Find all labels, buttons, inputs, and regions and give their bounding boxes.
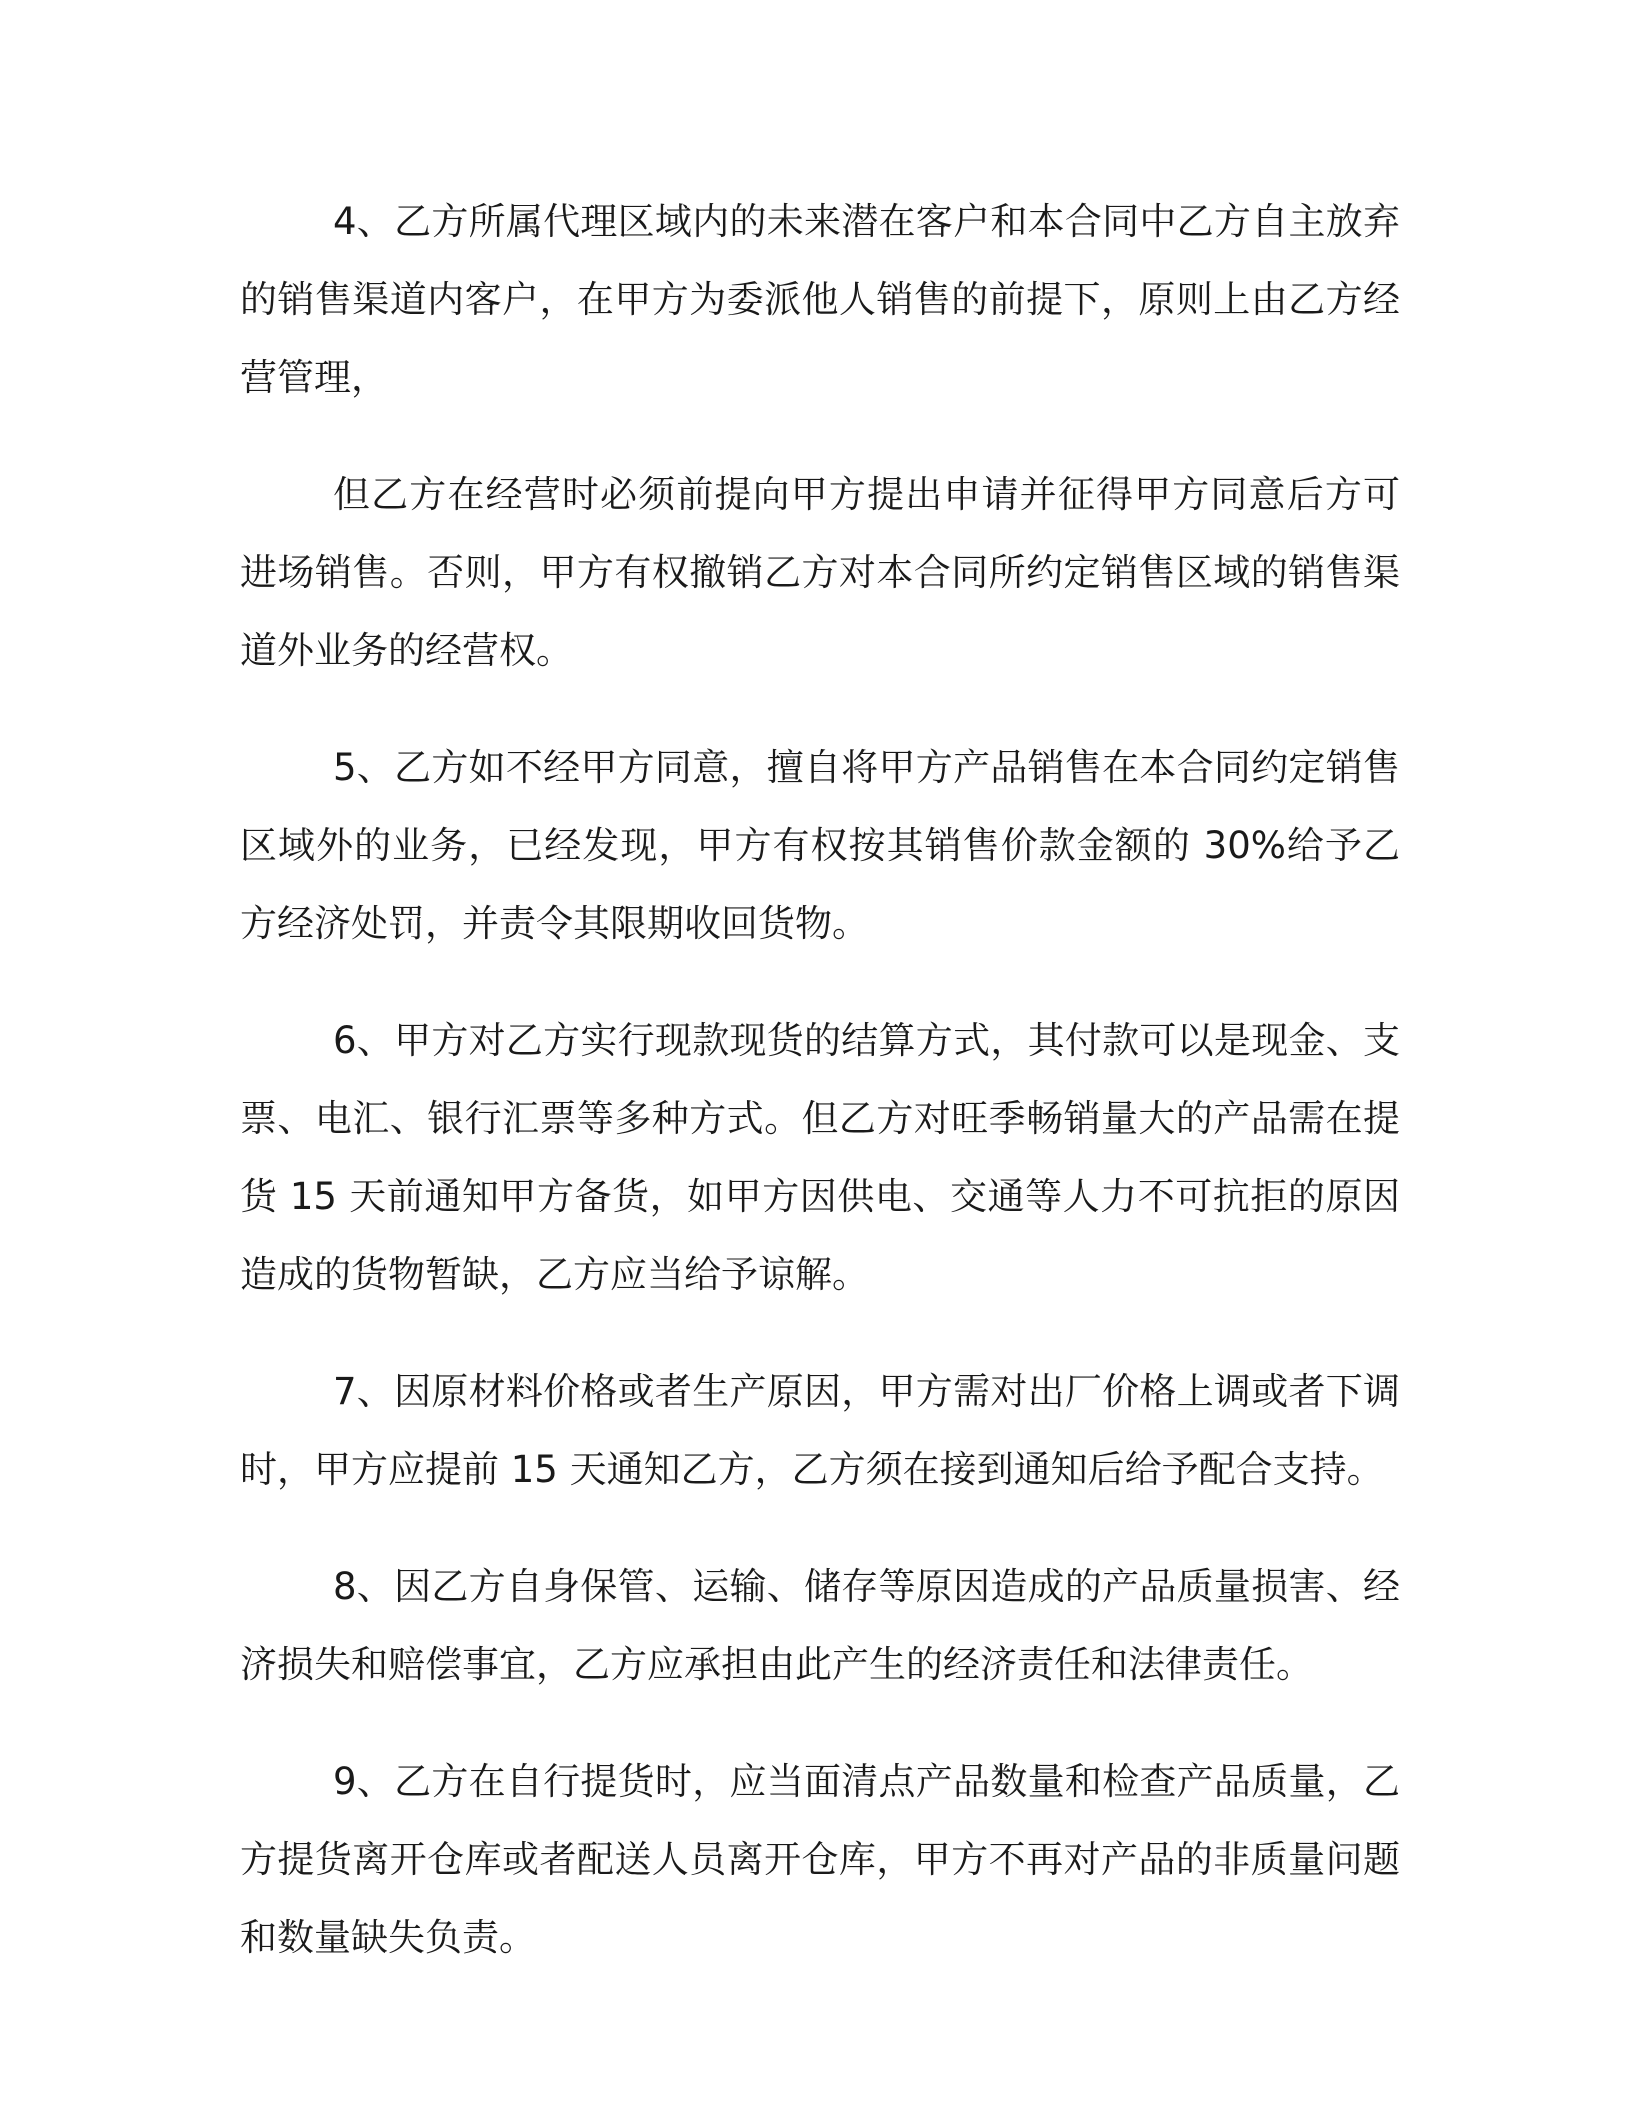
clause-6-paragraph: 6、甲方对乙方实行现款现货的结算方式，其付款可以是现金、支票、电汇、银行汇票等多种方式。但乙方对旺季畅销量大的产品需在提货 15 天前通知甲方备货，如甲方因供电、交通等人力不可抗拒的原因造成的货物暂缺，乙方应当给予谅解。 [240, 1019, 1400, 1296]
clause-7-paragraph: 7、因原材料价格或者生产原因，甲方需对出厂价格上调或者下调时，甲方应提前 15 天通知乙方，乙方须在接到通知后给予配合支持。 [240, 1370, 1400, 1491]
clause-4-paragraph: 4、乙方所属代理区域内的未来潜在客户和本合同中乙方自主放弃的销售渠道内客户，在甲方为委派他人销售的前提下，原则上由乙方经营管理， [240, 200, 1400, 399]
clause-8-paragraph: 8、因乙方自身保管、运输、储存等原因造成的产品质量损害、经济损失和赔偿事宜，乙方应承担由此产生的经济责任和法律责任。 [240, 1565, 1400, 1686]
document-body [240, 183, 1400, 2016]
clause-4-continuation-paragraph: 但乙方在经营时必须前提向甲方提出申请并征得甲方同意后方可进场销售。否则，甲方有权撤销乙方对本合同所约定销售区域的销售渠道外业务的经营权。 [240, 473, 1400, 672]
clause-9-paragraph: 9、乙方在自行提货时，应当面清点产品数量和检查产品质量，乙方提货离开仓库或者配送人员离开仓库，甲方不再对产品的非质量问题和数量缺失负责。 [240, 1760, 1400, 1959]
clause-5-paragraph: 5、乙方如不经甲方同意，擅自将甲方产品销售在本合同约定销售区域外的业务，已经发现，甲方有权按其销售价款金额的 30%给予乙方经济处罚，并责令其限期收回货物。 [240, 746, 1400, 945]
